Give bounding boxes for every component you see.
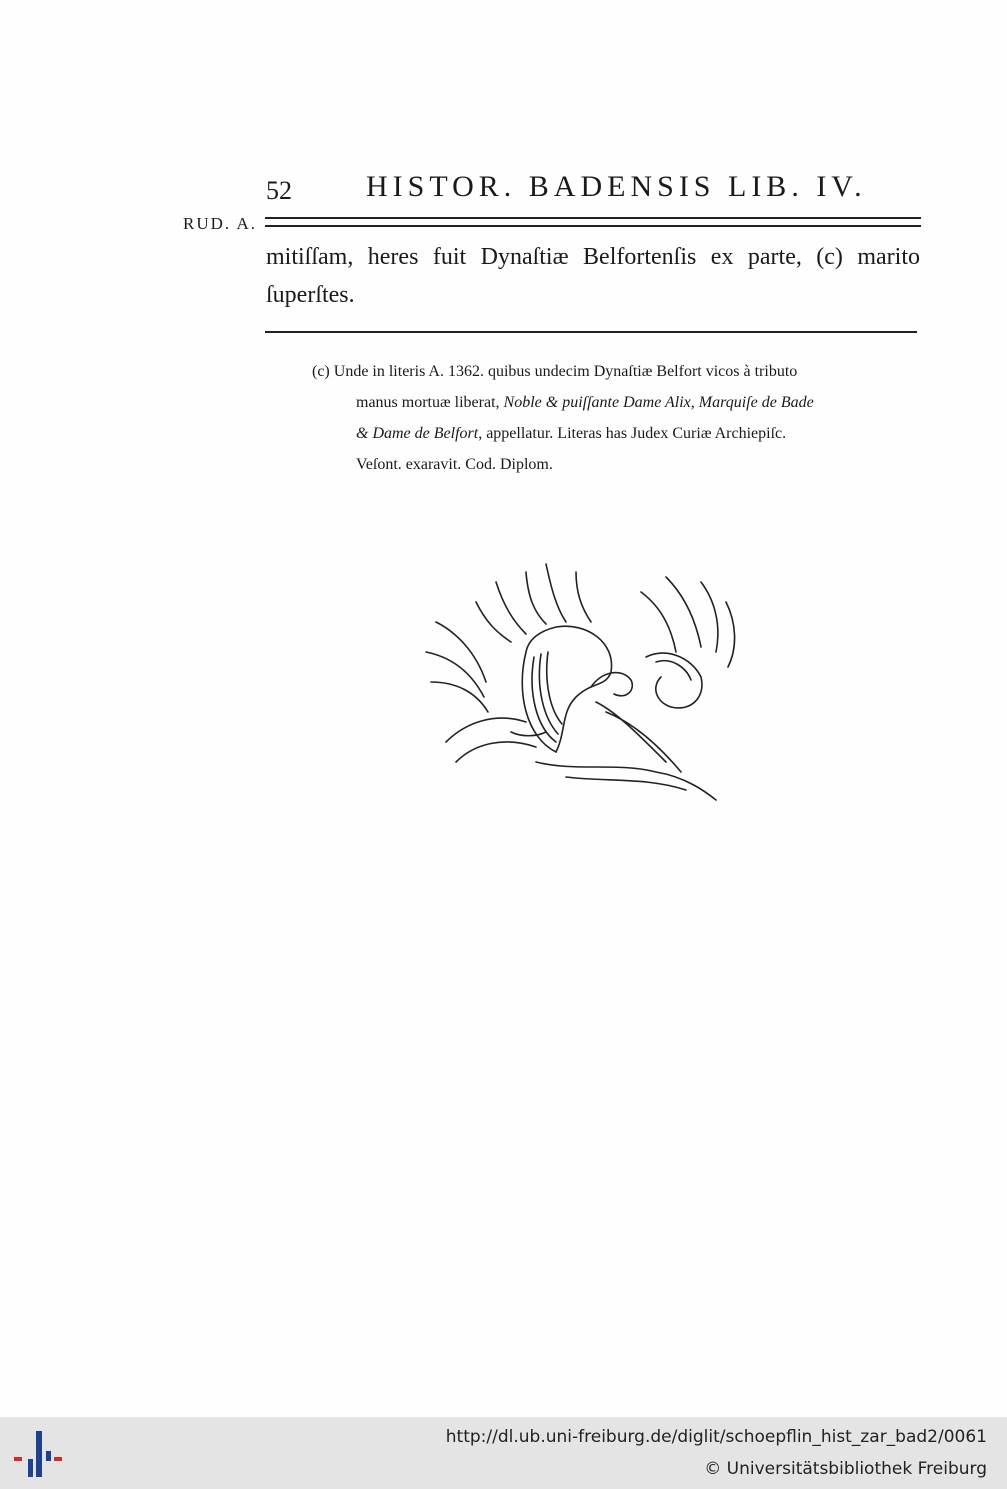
footnote-text: manus mortuæ liberat, — [356, 394, 504, 411]
running-head: HISTOR. BADENSIS LIB. IV. — [366, 170, 867, 203]
source-url[interactable]: http://dl.ub.uni-freiburg.de/diglit/schoepflin_hist_zar_bad2/0061 — [445, 1427, 987, 1447]
header-rule-top — [265, 217, 921, 219]
copyright-notice: © Universitätsbibliothek Freiburg — [704, 1459, 987, 1479]
margin-note: RUD. A. — [183, 214, 257, 233]
rococo-ornament-icon — [416, 562, 748, 802]
footer-bar — [0, 1417, 1007, 1489]
footnote — [312, 356, 918, 480]
footnote-italic: Marquiſe de Bade — [698, 394, 814, 411]
footnote-line-4: Veſont. exaravit. Cod. Diplom. — [356, 456, 553, 473]
footnote-italic: & Dame de Belfort — [356, 425, 479, 442]
footnote-italic: Noble & puiſſante Dame Alix — [503, 394, 691, 411]
footnote-text: , appellatur. Literas has Judex Curiæ Archiepiſc. — [478, 425, 787, 442]
footnote-text: , — [690, 394, 699, 411]
footnote-line-3 — [312, 418, 918, 449]
header-rule-bottom — [265, 225, 921, 227]
footnote-rule — [265, 331, 917, 333]
body-paragraph: mitiſſam, heres fuit Dynaſtiæ Belfortenſis ex parte, (c) marito ſuperſtes. — [266, 244, 920, 308]
footnote-line-1: (c) Unde in literis A. 1362. quibus undecim Dynaſtiæ Belfort vicos à tributo — [312, 363, 798, 380]
page-number: 52 — [266, 176, 292, 205]
footnote-line-2 — [312, 387, 918, 418]
ub-freiburg-logo-icon — [14, 1429, 64, 1479]
